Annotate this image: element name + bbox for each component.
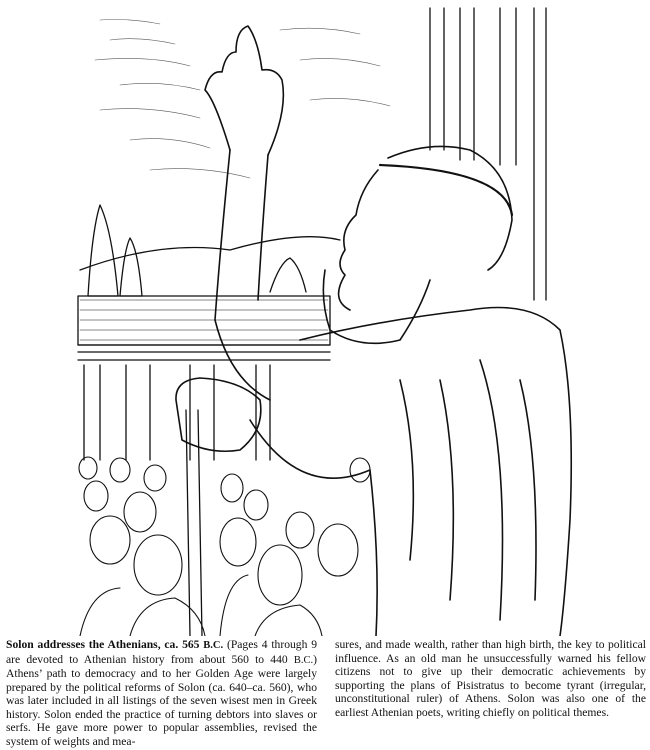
caption-text-part-1: (Pages 4 through 9 are devoted to Athenian history from about 560 to 440 xyxy=(6,638,317,666)
caption-text-part-2: ) Athens’ path to democracy and to her Golden Age were largely prepared by the political reforms of Solon (ca. 640–ca. 560), who was later included in all listings of the seven wisest men in Greek history. Solon ended the practice of turning debtors into slaves or serfs. He gave more power to popular assemblies, revised the system of weights and mea- xyxy=(6,652,317,748)
caption-text-part-3: sures, and made wealth, rather than high birth, the key to political influence. As an old man he unsuccessfully warned his fellow citizens not to give up their democratic achievements by supporting the plans of Pisistratus to become tyrant (irregular, unconstitutional ruler) of Athens. Solon was also one of the earliest Athenian poets, writing chiefly on political themes. xyxy=(335,638,646,719)
caption-column-1 xyxy=(6,638,317,746)
caption xyxy=(6,638,646,746)
caption-title: Solon addresses the Athenians, ca. 565 xyxy=(6,638,200,651)
solon-figure xyxy=(176,26,571,636)
caption-column-2 xyxy=(335,638,646,746)
sky-hatching xyxy=(95,20,390,179)
right-columns xyxy=(430,8,546,300)
caption-era: B.C. xyxy=(293,654,314,666)
caption-title-era: B.C. xyxy=(203,640,224,651)
background-landscape xyxy=(80,205,340,296)
crowd xyxy=(79,457,370,636)
